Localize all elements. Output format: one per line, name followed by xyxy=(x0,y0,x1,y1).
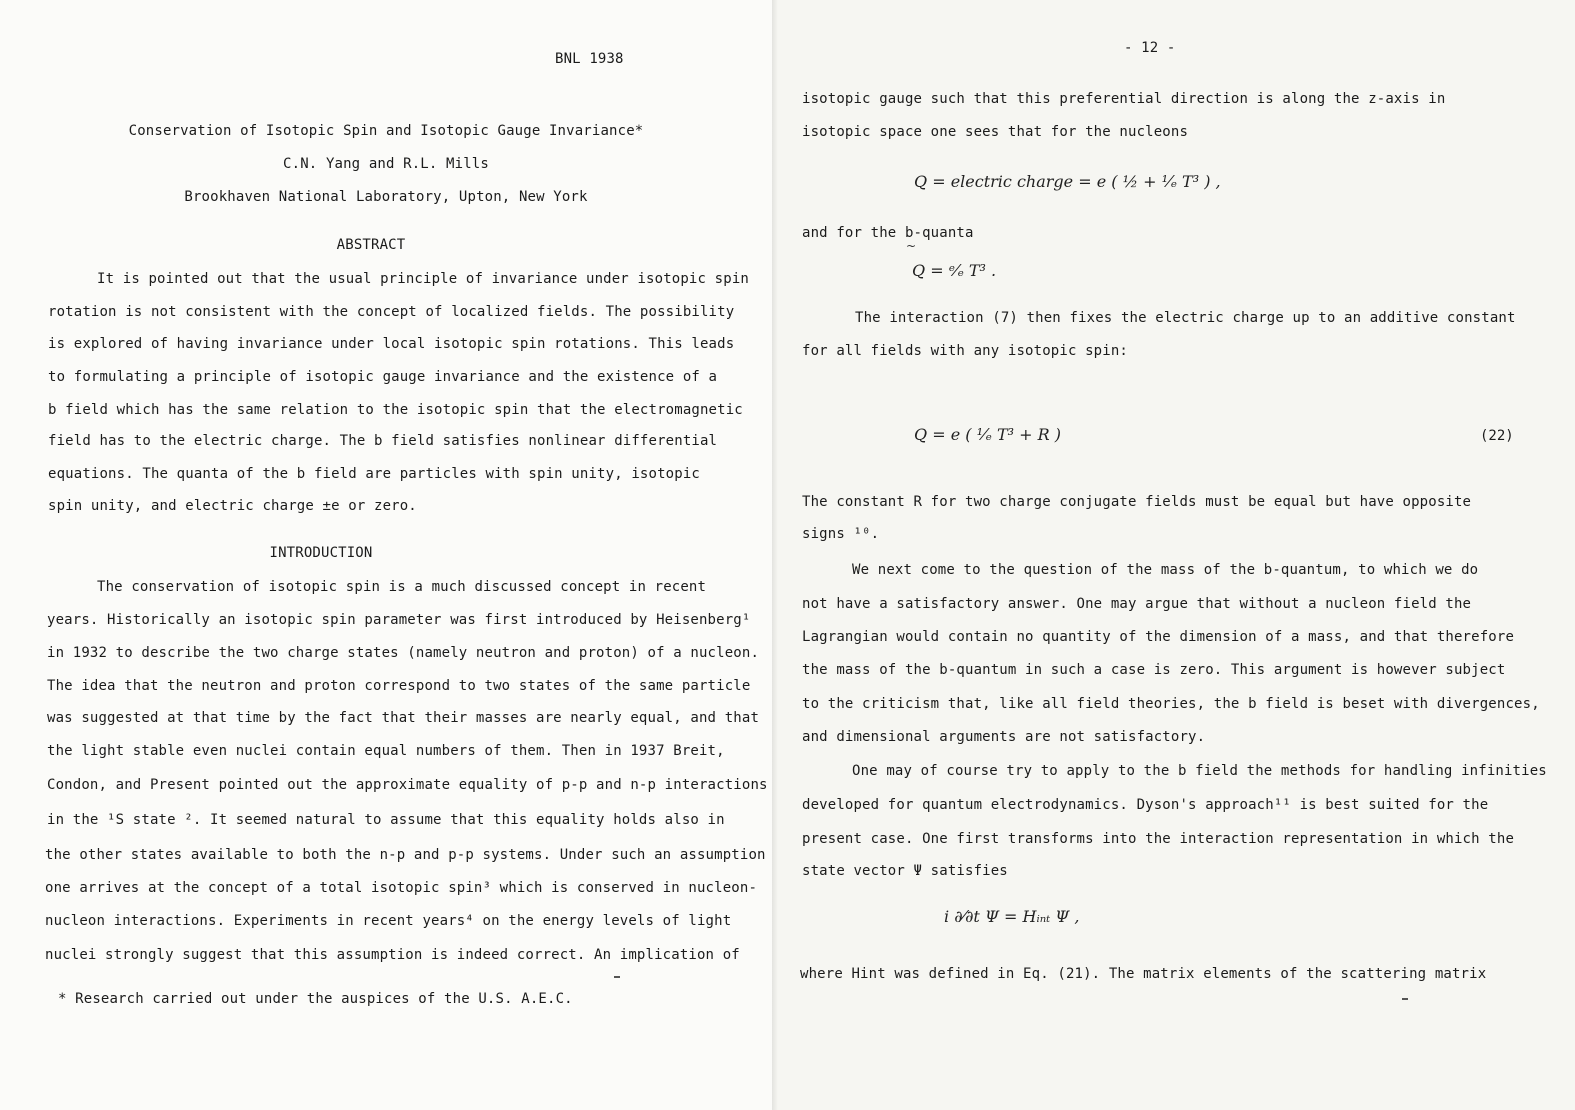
text-line: The constant R for two charge conjugate fields must be equal but have opposite xyxy=(802,494,1472,510)
text-line: isotopic space one sees that for the nucleons xyxy=(802,124,1189,140)
abstract-line: to formulating a principle of isotopic gauge invariance and the existence of a xyxy=(48,369,718,385)
right-page xyxy=(772,0,1575,1110)
equation-nucleon-charge: Q = electric charge = e ( ½ + ¹⁄ₑ T³ ) , xyxy=(914,172,1221,191)
introduction-heading: INTRODUCTION xyxy=(269,545,373,561)
text-line: present case. One first transforms into the interaction representation in which the xyxy=(802,831,1515,847)
abstract-line: field has to the electric charge. The b field satisfies nonlinear differential xyxy=(48,433,718,449)
text-line: state vector Ψ satisfies xyxy=(802,863,1008,879)
intro-line: the light stable even nuclei contain equal numbers of them. Then in 1937 Breit, xyxy=(47,743,725,759)
intro-line: in 1932 to describe the two charge states (namely neutron and proton) of a nucleon. xyxy=(47,645,760,661)
intro-line: in the ¹S state ². It seemed natural to assume that this equality holds also in xyxy=(47,812,725,828)
text-line: not have a satisfactory answer. One may argue that without a nucleon field the xyxy=(802,596,1472,612)
intro-line: nuclei strongly suggest that this assumption is indeed correct. An implication of xyxy=(45,947,740,963)
abstract-line: It is pointed out that the usual principle of invariance under isotopic spin xyxy=(97,271,749,287)
page-number: - 12 - xyxy=(1124,40,1176,56)
paper-affiliation: Brookhaven National Laboratory, Upton, New York xyxy=(184,189,588,205)
intro-line: was suggested at that time by the fact that their masses are nearly equal, and that xyxy=(47,710,760,726)
text-line: We next come to the question of the mass of the b-quantum, to which we do xyxy=(852,562,1479,578)
abstract-heading: ABSTRACT xyxy=(336,237,406,253)
paper-authors: C.N. Yang and R.L. Mills xyxy=(283,156,489,172)
abstract-line: rotation is not consistent with the concept of localized fields. The possibility xyxy=(48,304,735,320)
text-line: Lagrangian would contain no quantity of the dimension of a mass, and that therefore xyxy=(802,629,1515,645)
intro-line: one arrives at the concept of a total isotopic spin³ which is conserved in nucleon- xyxy=(45,880,758,896)
scan-artifact xyxy=(1402,998,1408,1000)
text-line: the mass of the b-quantum in such a case is zero. This argument is however subject xyxy=(802,662,1506,678)
text-line: isotopic gauge such that this preferential direction is along the z-axis in xyxy=(802,91,1446,107)
left-page xyxy=(0,0,772,1110)
text-line: and for the b-quanta xyxy=(802,225,974,241)
text-line: to the criticism that, like all field theories, the b field is beset with divergences, xyxy=(802,696,1540,712)
equation-schrodinger: i ∂⁄∂t Ψ = Hᵢₙₜ Ψ , xyxy=(944,907,1080,926)
footnote: * Research carried out under the auspices of the U.S. A.E.C. xyxy=(58,991,573,1007)
equation-number: (22) xyxy=(1480,428,1514,444)
intro-line: Condon, and Present pointed out the approximate equality of p-p and n-p interactions xyxy=(47,777,768,793)
abstract-line: is explored of having invariance under local isotopic spin rotations. This leads xyxy=(48,336,735,352)
equation-bquanta-charge: Q = ᵉ⁄ₑ T³ . xyxy=(912,261,997,280)
intro-line: The idea that the neutron and proton correspond to two states of the same particle xyxy=(47,678,751,694)
text-line: One may of course try to apply to the b field the methods for handling infinities xyxy=(852,763,1547,779)
intro-line: the other states available to both the n-p and p-p systems. Under such an assumption xyxy=(45,847,766,863)
paper-title: Conservation of Isotopic Spin and Isotopic Gauge Invariance* xyxy=(128,123,644,139)
text-line: The interaction (7) then fixes the electric charge up to an additive constant xyxy=(855,310,1516,326)
document-header: BNL 1938 xyxy=(555,51,624,67)
abstract-line: spin unity, and electric charge ±e or zero. xyxy=(48,498,417,514)
abstract-line: equations. The quanta of the b field are particles with spin unity, isotopic xyxy=(48,466,700,482)
text-line: and dimensional arguments are not satisfactory. xyxy=(802,729,1206,745)
text-line: signs ¹⁰. xyxy=(802,526,880,542)
text-line: for all fields with any isotopic spin: xyxy=(802,343,1128,359)
underline-tilde-mark: ~ xyxy=(906,239,917,253)
equation-22: Q = e ( ¹⁄ₑ T³ + R ) xyxy=(914,425,1061,444)
intro-line: The conservation of isotopic spin is a much discussed concept in recent xyxy=(97,579,707,595)
intro-line: years. Historically an isotopic spin parameter was first introduced by Heisenberg¹ xyxy=(47,612,751,628)
text-line: where Hint was defined in Eq. (21). The matrix elements of the scattering matrix xyxy=(800,966,1487,982)
text-line: developed for quantum electrodynamics. Dyson's approach¹¹ is best suited for the xyxy=(802,797,1489,813)
intro-line: nucleon interactions. Experiments in recent years⁴ on the energy levels of light xyxy=(45,913,732,929)
abstract-line: b field which has the same relation to the isotopic spin that the electromagnetic xyxy=(48,402,743,418)
scan-artifact xyxy=(614,976,620,978)
